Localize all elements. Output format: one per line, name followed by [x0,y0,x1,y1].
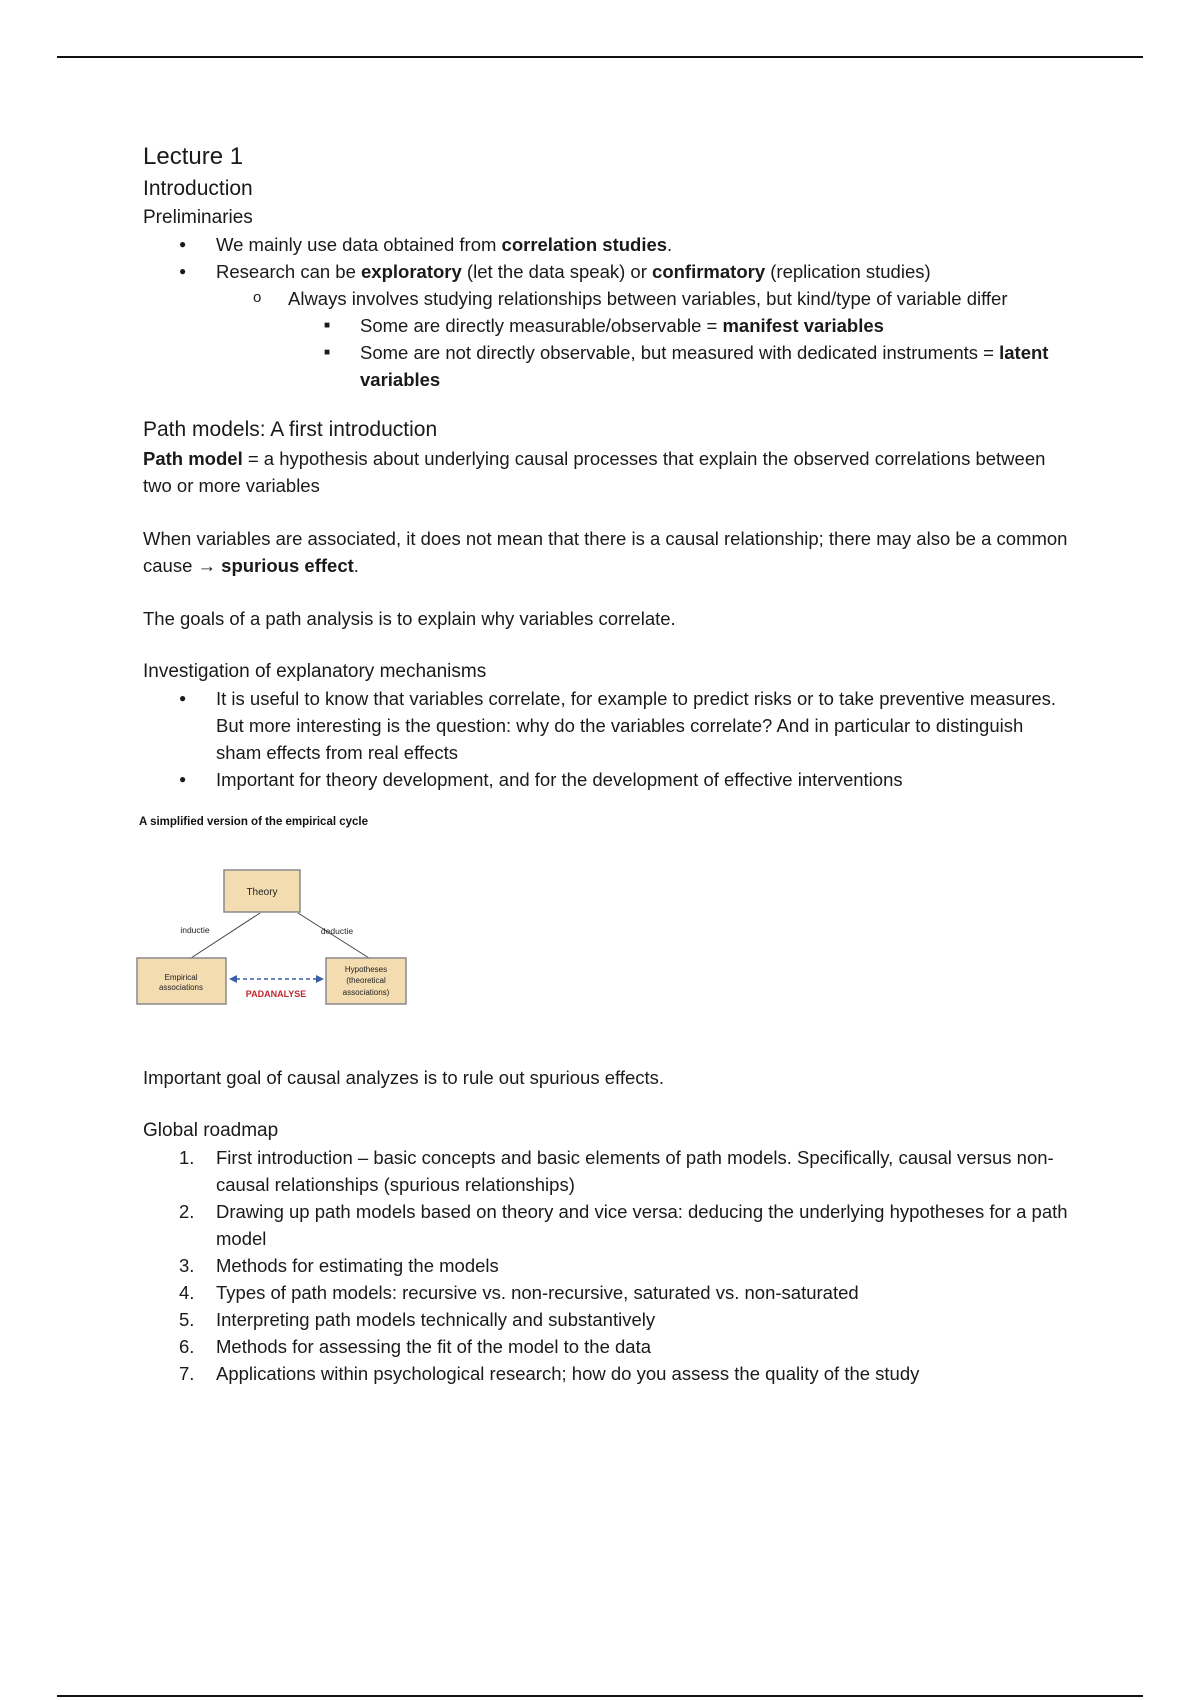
header-rule [57,56,1143,58]
list-item: 4. Types of path models: recursive vs. non-recursive, saturated vs. non-saturated [179,1282,859,1303]
list-item: 2. Drawing up path models based on theory and vice versa: deducing the underlying hypotheses for a path model [179,1201,1068,1249]
path-model-definition: Path model = a hypothesis about underlying causal processes that explain the observed correlations between two or more variables [143,448,1046,496]
deductive-label: deductie [320,926,354,936]
mechanisms-list [143,685,1073,793]
list-item: ■ Some are not directly observable, but measured with dedicated instruments = latent variables [143,339,1073,393]
preliminaries-subsublist [143,312,1073,393]
footer-rule [57,1695,1143,1697]
preliminaries-sublist [143,285,1073,312]
list-item: 1. First introduction – basic concepts and basic elements of path models. Specifically, causal versus non-causal relationships (spurious relationships) [179,1147,1054,1195]
mechanisms-heading: Investigation of explanatory mechanisms [143,661,487,682]
list-item: 3. Methods for estimating the models [179,1255,499,1276]
empirical-cycle-figure [135,809,425,1024]
inductive-label: inductie [180,925,210,935]
goal-paragraph: The goals of a path analysis is to explain why variables correlate. [143,608,676,629]
path-models-heading: Path models: A first introduction [143,418,438,441]
roadmap-list [143,1144,1073,1387]
list-item: ■ Some are directly measurable/observable = manifest variables [143,312,1073,339]
hypotheses-label-1: Hypotheses [344,965,388,974]
list-item: 5. Interpreting path models technically and substantively [179,1309,656,1330]
rule-out-paragraph: Important goal of causal analyzes is to rule out spurious effects. [143,1067,665,1088]
association-paragraph: When variables are associated, it does not mean that there is a causal relationship; there may also be a common cause → spurious effect. [143,528,1068,576]
theory-label: Theory [246,887,278,898]
section-title: Introduction [143,177,253,200]
analysis-label: PADANALYSE [245,989,307,999]
list-item: ● Important for theory development, and for the development of effective interventions [143,766,1073,793]
list-item: 7. Applications within psychological research; how do you assess the quality of the study [179,1363,920,1384]
analysis-arrowhead-right [316,975,324,983]
figure-caption: A simplified version of the empirical cycle [139,816,369,828]
list-item: 6. Methods for assessing the fit of the model to the data [179,1336,652,1357]
empirical-cycle-diagram [135,809,425,1024]
empirical-label-2: associations [158,983,204,992]
hypotheses-label-2: (theoretical [346,976,386,985]
lecture-title: Lecture 1 [143,143,244,170]
inductive-line [191,913,260,958]
hypotheses-label-3: associations) [342,988,390,997]
list-item: ● We mainly use data obtained from correlation studies. [143,231,1073,258]
analysis-arrowhead-left [229,975,237,983]
document-body [139,140,1073,1387]
roadmap-heading: Global roadmap [143,1120,279,1141]
list-item: ● Research can be exploratory (let the data speak) or confirmatory (replication studies) [143,258,1073,285]
list-item: ● It is useful to know that variables correlate, for example to predict risks or to take preventive measures. But more interesting is the question: why do the variables correlate? And in particular to distinguish sham effects from real effects [143,685,1073,766]
preliminaries-list [143,231,1073,285]
empirical-label-1: Empirical [164,973,198,982]
list-item: o Always involves studying relationships between variables, but kind/type of variable differ [143,285,1073,312]
subsection-title: Preliminaries [143,207,253,228]
